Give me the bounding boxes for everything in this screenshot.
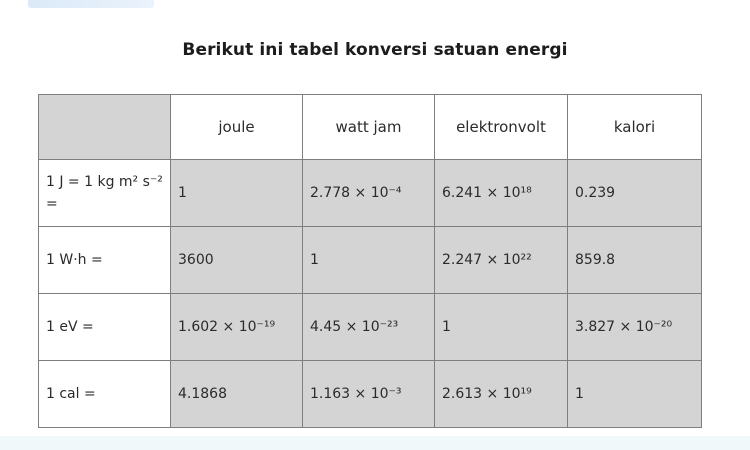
table-cell: 2.613 × 10¹⁹ bbox=[435, 361, 568, 428]
table-cell: 1 bbox=[435, 294, 568, 361]
row-label: 1 W·h = bbox=[39, 227, 171, 294]
column-header-joule: joule bbox=[171, 95, 303, 160]
table-row bbox=[39, 227, 702, 294]
table-cell: 1.602 × 10⁻¹⁹ bbox=[171, 294, 303, 361]
column-header-elektronvolt: elektronvolt bbox=[435, 95, 568, 160]
table-header-row bbox=[39, 95, 702, 160]
table-row bbox=[39, 160, 702, 227]
column-header-kalori: kalori bbox=[568, 95, 702, 160]
bottom-band bbox=[0, 436, 750, 450]
table-cell: 1 bbox=[303, 227, 435, 294]
page-title: Berikut ini tabel konversi satuan energi bbox=[182, 40, 568, 60]
table-cell: 2.778 × 10⁻⁴ bbox=[303, 160, 435, 227]
table-cell: 2.247 × 10²² bbox=[435, 227, 568, 294]
table-cell: 859.8 bbox=[568, 227, 702, 294]
table-cell: 3.827 × 10⁻²⁰ bbox=[568, 294, 702, 361]
watermark-strip bbox=[28, 0, 154, 8]
table-cell: 4.1868 bbox=[171, 361, 303, 428]
table-cell: 1 bbox=[171, 160, 303, 227]
column-header-watt-jam: watt jam bbox=[303, 95, 435, 160]
table-cell: 6.241 × 10¹⁸ bbox=[435, 160, 568, 227]
table-row bbox=[39, 361, 702, 428]
table-cell: 1 bbox=[568, 361, 702, 428]
row-label: 1 cal = bbox=[39, 361, 171, 428]
energy-conversion-table bbox=[38, 94, 702, 428]
row-label: 1 eV = bbox=[39, 294, 171, 361]
table-cell: 0.239 bbox=[568, 160, 702, 227]
table-cell: 4.45 × 10⁻²³ bbox=[303, 294, 435, 361]
table-corner-cell bbox=[39, 95, 171, 160]
table-cell: 1.163 × 10⁻³ bbox=[303, 361, 435, 428]
table-cell: 3600 bbox=[171, 227, 303, 294]
table-row bbox=[39, 294, 702, 361]
row-label: 1 J = 1 kg m² s⁻² = bbox=[39, 160, 171, 227]
